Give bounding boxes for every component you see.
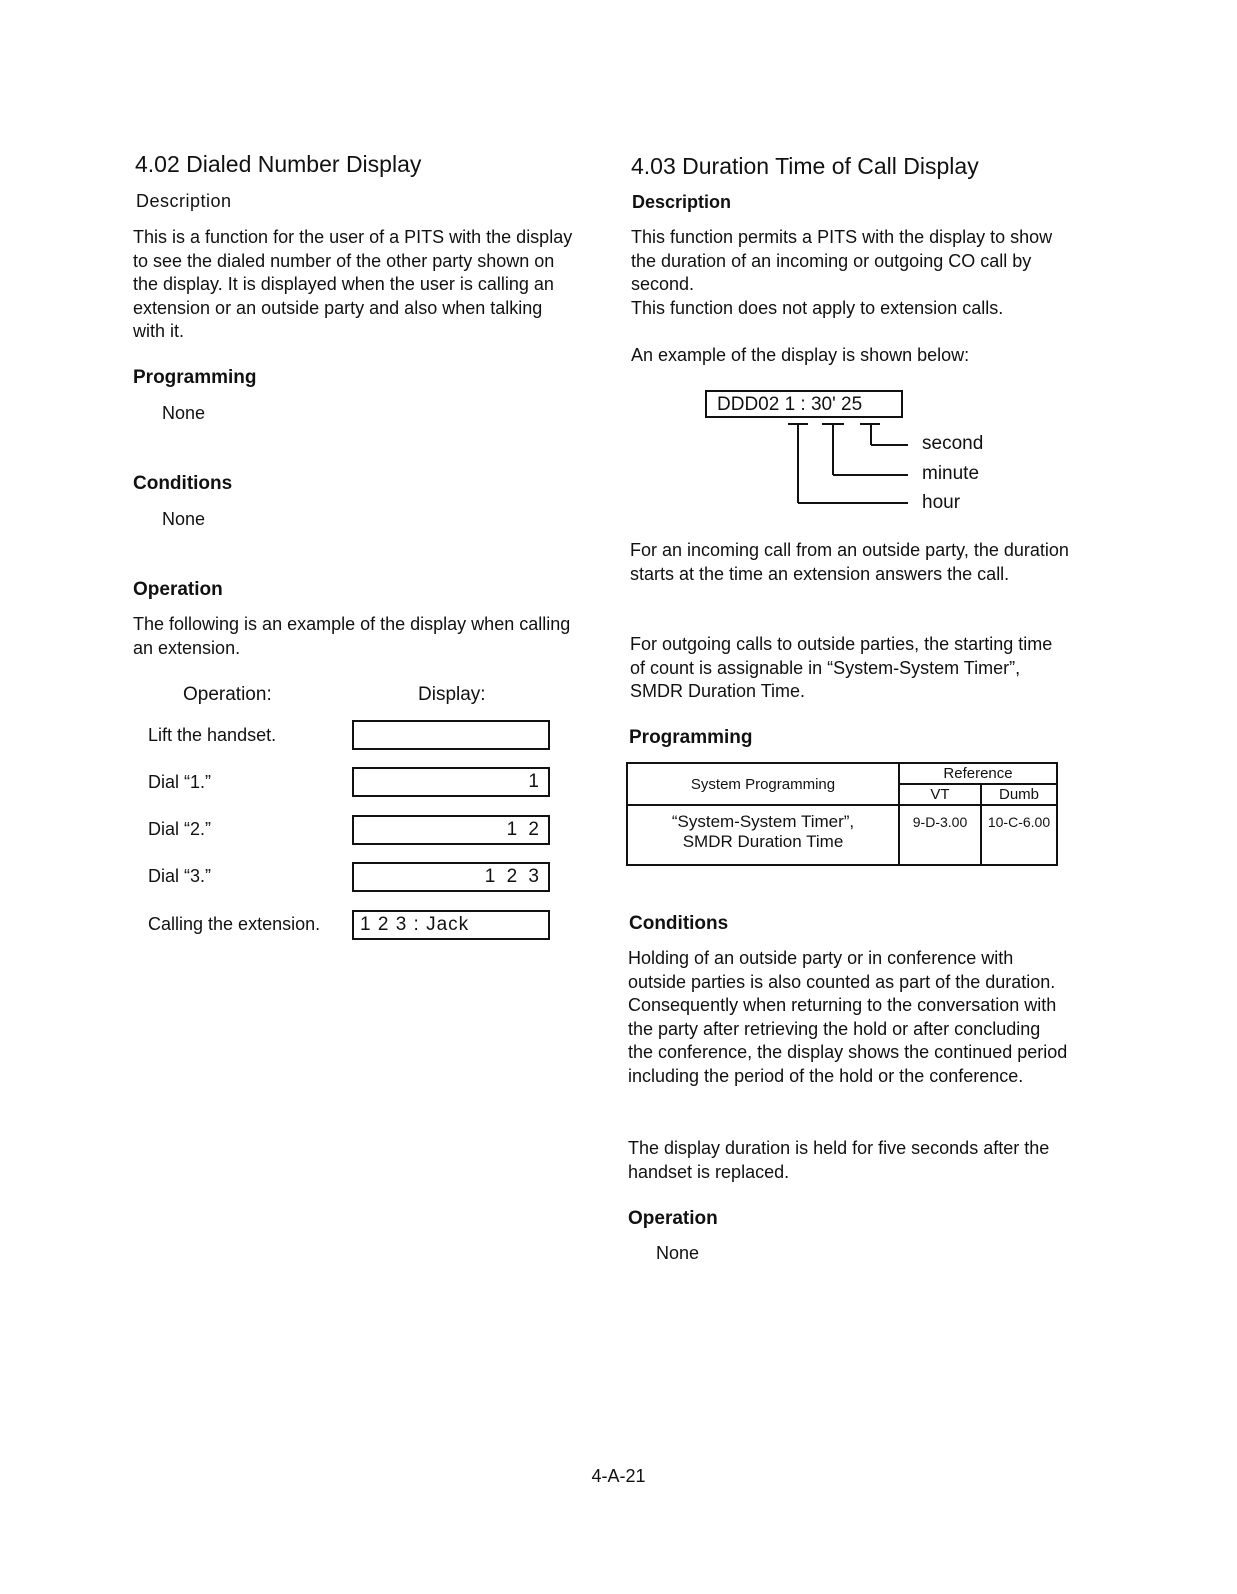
step-label: Dial “2.” (148, 819, 212, 839)
table-row-item (627, 805, 899, 865)
conditions-heading: Conditions (133, 473, 233, 494)
annotation-second: second (922, 433, 984, 454)
section-title-4-03: 4.03 Duration Time of Call Display (631, 153, 979, 179)
operation-column-header: Operation: (183, 684, 272, 705)
duration-bracket-diagram (780, 418, 920, 518)
table-header-system-programming: System Programming (627, 763, 899, 805)
table-header-dumb: Dumb (981, 784, 1057, 805)
operation-heading: Operation (628, 1208, 718, 1229)
incoming-call-text: For an incoming call from an outside party, the duration starts at the time an extension answers the call. (630, 540, 1069, 584)
programming-heading: Programming (629, 727, 753, 748)
operation-value: None (656, 1243, 700, 1263)
operation-heading: Operation (133, 579, 223, 600)
table-row-item-line-1: “System-System Timer”, (671, 812, 855, 831)
step-label: Dial “1.” (148, 772, 212, 792)
step-display: 1 (352, 767, 550, 797)
step-display (352, 720, 550, 750)
table-header-reference: Reference (899, 763, 1057, 784)
annotation-hour: hour (922, 492, 961, 513)
description-heading: Description (136, 191, 232, 211)
step-label: Lift the handset. (148, 725, 277, 745)
display-column-header: Display: (418, 684, 486, 705)
table-row-item-line-2: SMDR Duration Time (682, 832, 844, 851)
programming-reference-table (626, 762, 1058, 866)
example-text: An example of the display is shown below: (631, 345, 970, 365)
step-label: Dial “3.” (148, 866, 212, 886)
description-text: This is a function for the user of a PITS with the display to see the dialed number of the other party shown on the display. It is displayed when the user is calling an extension or an outside party and also when talking with it. (133, 227, 573, 341)
outgoing-call-text: For outgoing calls to outside parties, the starting time of count is assignable in “System-System Timer”, SMDR Duration Time. (630, 634, 1053, 701)
conditions-heading: Conditions (629, 913, 729, 934)
description-heading: Description (632, 192, 732, 212)
step-display: 1 2 3 (352, 862, 550, 892)
conditions-text-2: The display duration is held for five seconds after the handset is replaced. (628, 1138, 1050, 1182)
table-row-dumb: 10-C-6.00 (981, 805, 1057, 865)
table-row-vt: 9-D-3.00 (899, 805, 981, 865)
section-title-4-02: 4.02 Dialed Number Display (135, 151, 422, 177)
operation-text: The following is an example of the display when calling an extension. (133, 614, 571, 658)
page-number: 4-A-21 (591, 1466, 646, 1486)
conditions-text: Holding of an outside party or in conference with outside parties is also counted as part of the duration. Consequently when returning to the conversation with the party after retrieving the hold or after concluding the conference, the display shows the continued period including the period of the hold or the conference. (628, 948, 1068, 1086)
step-display: 1 2 3 : Jack (352, 910, 550, 940)
description-text: This function permits a PITS with the display to show the duration of an incoming or outgoing CO call by second. (631, 227, 1053, 294)
programming-value: None (162, 403, 206, 423)
step-label: Calling the extension. (148, 914, 321, 934)
step-display: 1 2 (352, 815, 550, 845)
table-header-vt: VT (899, 784, 981, 805)
annotation-minute: minute (922, 463, 980, 484)
description-text-2: This function does not apply to extension calls. (631, 298, 1004, 318)
programming-heading: Programming (133, 367, 257, 388)
conditions-value: None (162, 509, 206, 529)
duration-display-example: DDD02 1 : 30' 25 (705, 390, 903, 418)
